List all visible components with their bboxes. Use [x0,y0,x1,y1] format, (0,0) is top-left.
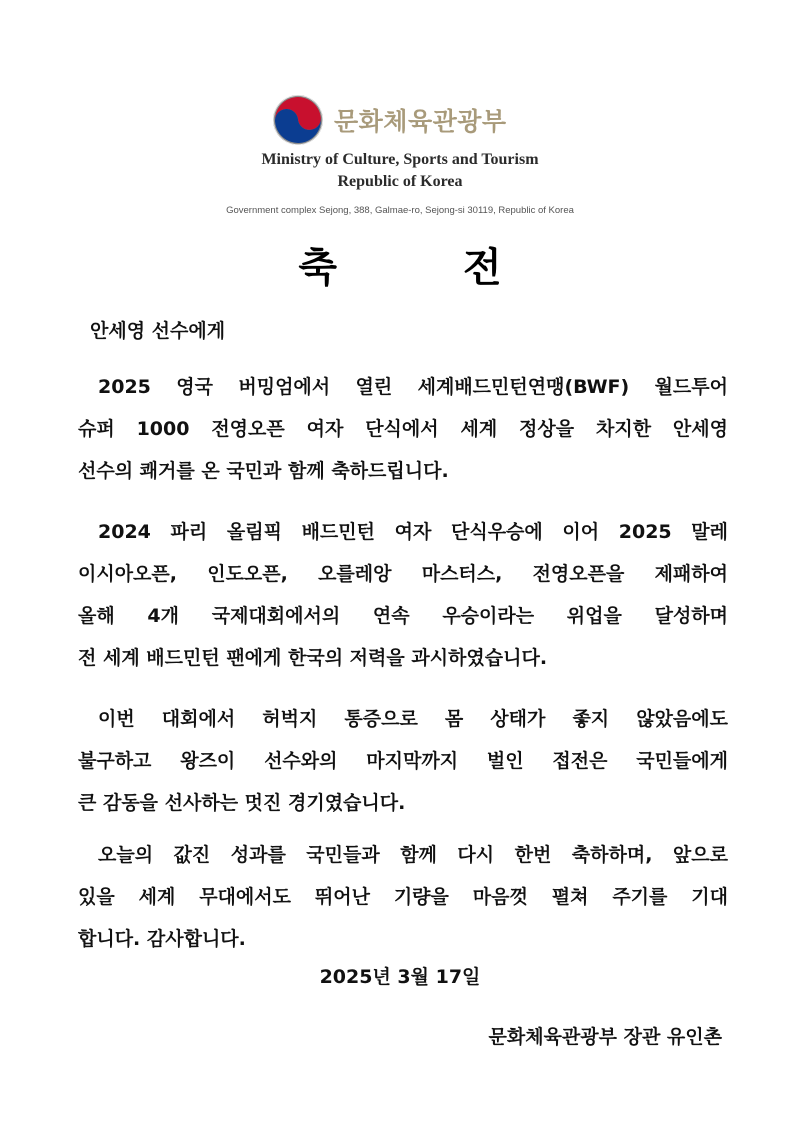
signature: 문화체육관광부 장관 유인촌 [488,1026,722,1048]
ministry-address: Government complex Sejong, 388, Galmae-ro, Sejong-si 30119, Republic of Korea [226,205,574,216]
paragraph-3 [78,698,728,824]
paragraph-line: 2024 파리 올림픽 배드민턴 여자 단식우승에 이어 2025 말레 [98,521,728,543]
paragraph-line: 합니다. 감사합니다. [78,928,246,950]
ministry-logo [272,92,507,148]
paragraph-line: 슈퍼 1000 전영오픈 여자 단식에서 세계 정상을 차지한 안세영 [78,418,728,440]
paragraph-line: 이번 대회에서 허벅지 통증으로 몸 상태가 좋지 않았음에도 [98,708,728,730]
paragraph-line: 오늘의 값진 성과를 국민들과 함께 다시 한번 축하하며, 앞으로 [98,844,728,866]
paragraph-line: 이시아오픈, 인도오픈, 오를레앙 마스터스, 전영오픈을 제패하여 [78,563,728,585]
paragraph-line: 불구하고 왕즈이 선수와의 마지막까지 벌인 접전은 국민들에게 [78,750,728,772]
paragraph-line: 선수의 쾌거를 온 국민과 함께 축하드립니다. [78,460,449,482]
taegeuk-emblem-icon [272,94,324,146]
paragraph-1 [78,366,728,492]
paragraph-line: 있을 세계 무대에서도 뛰어난 기량을 마음껏 펼쳐 주기를 기대 [78,886,728,908]
paragraph-2 [78,511,728,679]
letterhead [0,92,800,224]
country-name: Republic of Korea [337,173,463,190]
salutation: 안세영 선수에게 [90,320,226,342]
document-title: 축 전 [298,245,558,291]
paragraph-4 [78,834,728,960]
paragraph-line: 큰 감동을 선사하는 멋진 경기였습니다. [78,792,406,814]
ministry-name-en: Ministry of Culture, Sports and Tourism [261,151,539,168]
ministry-name-ko: 문화체육관광부 [334,107,507,136]
document-date: 2025년 3월 17일 [319,966,481,988]
paragraph-line: 올해 4개 국제대회에서의 연속 우승이라는 위업을 달성하며 [78,605,728,627]
paragraph-line: 2025 영국 버밍엄에서 열린 세계배드민턴연맹(BWF) 월드투어 [98,376,728,398]
paragraph-line: 전 세계 배드민턴 팬에게 한국의 저력을 과시하였습니다. [78,647,548,669]
